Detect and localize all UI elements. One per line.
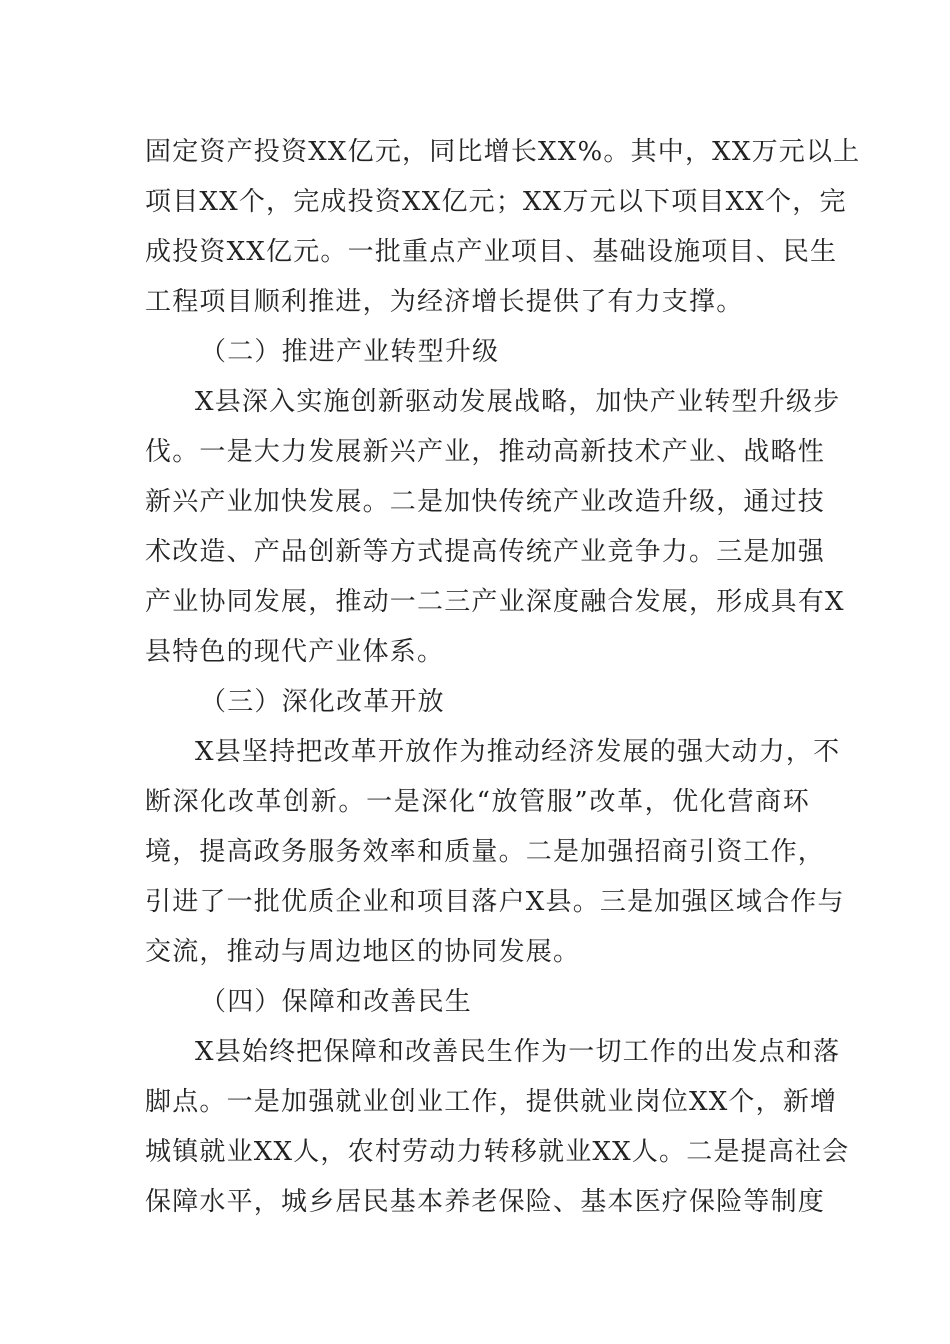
paragraph-line: 术改造、产品创新等方式提高传统产业竞争力。三是加强 — [145, 537, 826, 567]
paragraph-line: 保障水平，城乡居民基本养老保险、基本医疗保险等制度 — [145, 1187, 826, 1217]
paragraph-line: 城镇就业XX人，农村劳动力转移就业XX人。二是提高社会 — [145, 1137, 850, 1167]
paragraph-line: 产业协同发展，推动一二三产业深度融合发展，形成具有X — [145, 587, 845, 617]
paragraph-line: 新兴产业加快发展。二是加快传统产业改造升级，通过技 — [145, 487, 826, 517]
paragraph-line: 成投资XX亿元。一批重点产业项目、基础设施项目、民生 — [145, 237, 838, 267]
paragraph-line: 断深化改革创新。一是深化“放管服”改革，优化营商环 — [145, 787, 810, 817]
paragraph-line: 境，提高政务服务效率和质量。二是加强招商引资工作， — [145, 837, 826, 867]
paragraph-line: X县深入实施创新驱动发展战略，加快产业转型升级步 — [195, 387, 841, 417]
paragraph-line: 伐。一是大力发展新兴产业，推动高新技术产业、战略性 — [145, 437, 826, 467]
paragraph-line: 县特色的现代产业体系。 — [145, 637, 445, 667]
paragraph-line: X县始终把保障和改善民生作为一切工作的出发点和落 — [195, 1037, 841, 1067]
paragraph-line: 交流，推动与周边地区的协同发展。 — [145, 937, 581, 967]
paragraph-line: 固定资产投资XX亿元，同比增长XX%。其中，XX万元以上 — [145, 137, 861, 167]
paragraph-line: X县坚持把改革开放作为推动经济发展的强大动力，不 — [195, 737, 841, 767]
section-heading-2: （二）推进产业转型升级 — [200, 337, 500, 367]
paragraph-line: 工程项目顺利推进，为经济增长提供了有力支撑。 — [145, 287, 744, 317]
paragraph-line: 引进了一批优质企业和项目落户X县。三是加强区域合作与 — [145, 887, 845, 917]
section-heading-3: （三）深化改革开放 — [200, 687, 445, 717]
paragraph-line: 项目XX个，完成投资XX亿元；XX万元以下项目XX个，完 — [145, 187, 847, 217]
paragraph-line: 脚点。一是加强就业创业工作，提供就业岗位XX个，新增 — [145, 1087, 838, 1117]
section-heading-4: （四）保障和改善民生 — [200, 987, 473, 1017]
